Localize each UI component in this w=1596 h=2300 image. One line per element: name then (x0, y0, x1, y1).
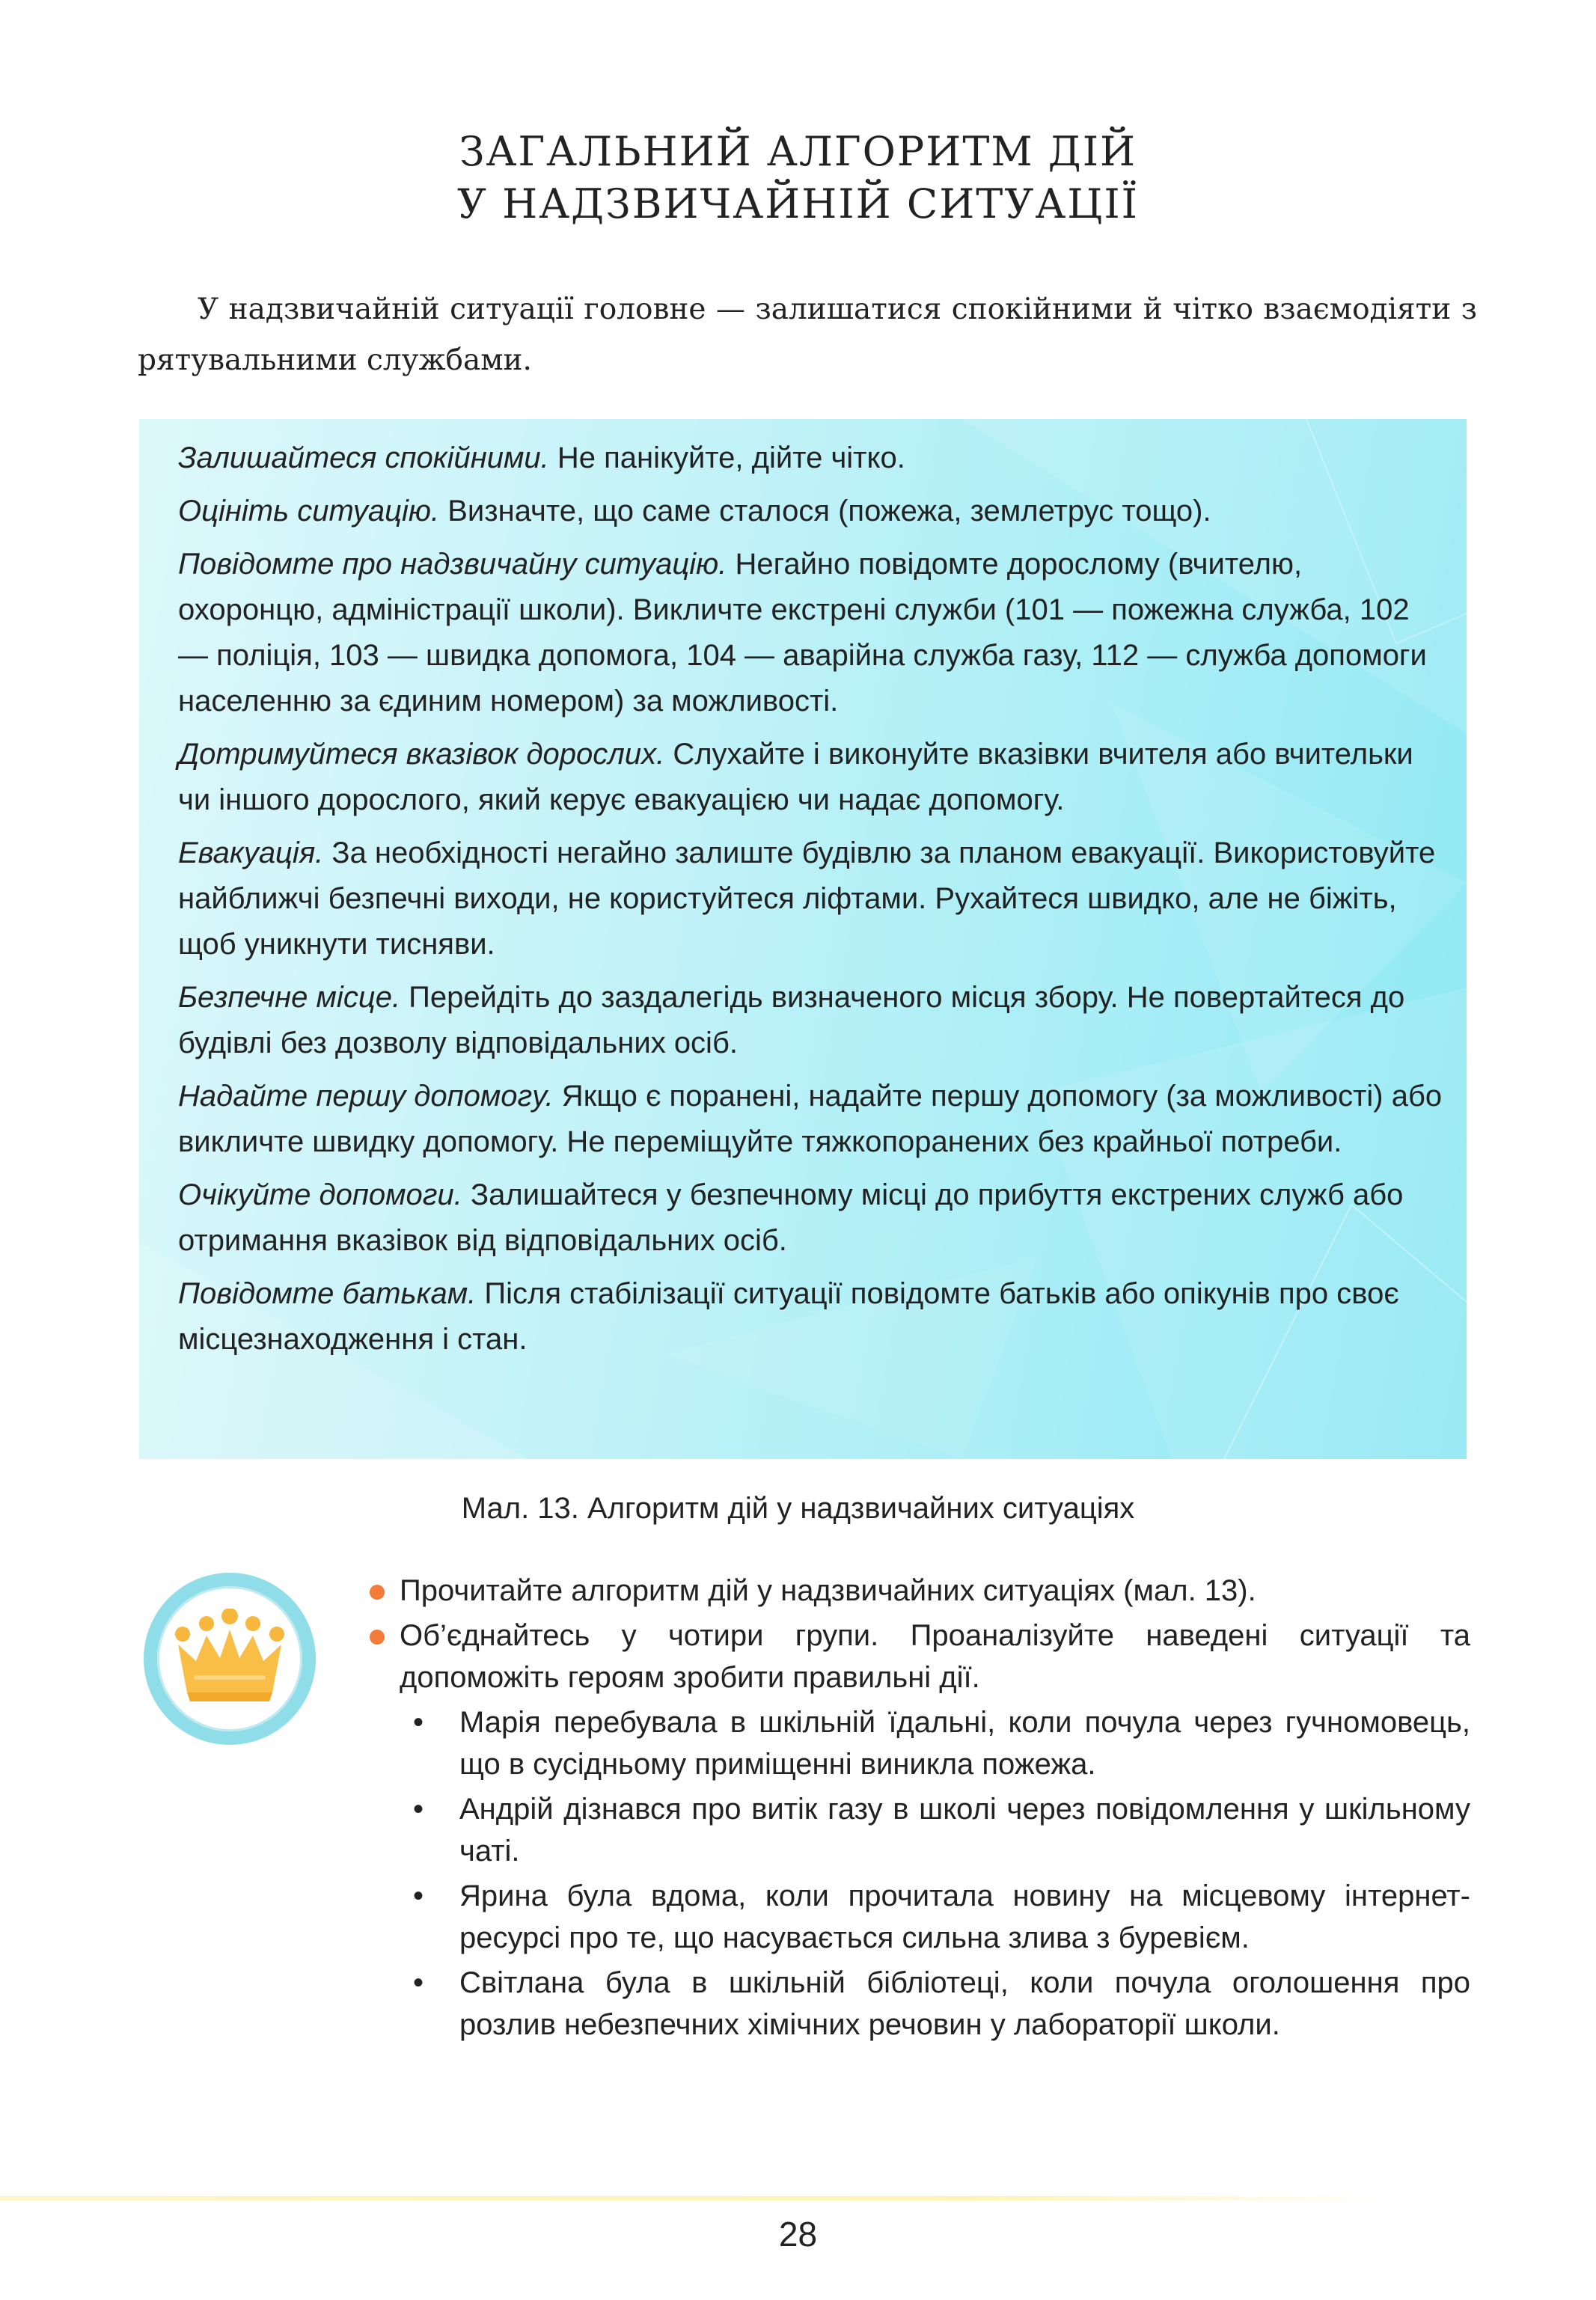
situation-list (400, 1701, 1470, 2046)
task-text: Прочитайте алгоритм дій у надзвичайних ситуаціях (мал. 13). (400, 1574, 1256, 1607)
bullet-icon: • (413, 1793, 424, 1826)
step-heading: Безпечне місце. (178, 981, 401, 1014)
task-item (367, 1615, 1470, 2046)
situation-item (400, 1962, 1470, 2046)
task-block (367, 1570, 1470, 2049)
step-heading: Оцініть ситуацію. (178, 495, 440, 527)
algorithm-step (178, 489, 1443, 534)
step-heading: Залишайтеся спокійними. (178, 441, 549, 474)
bullet-icon: • (413, 1880, 424, 1912)
algorithm-step (178, 975, 1443, 1066)
step-text: Перейдіть до заздалегідь визначеного місця збору. Не повертайтеся до будівлі без дозволу відповідальних осіб. (178, 981, 1405, 1059)
step-text: Якщо є поранені, надайте першу допомогу (за можливості) або викличте швидку допомогу. Не переміщуйте тяжкопоранених без крайньої потреби. (178, 1080, 1443, 1158)
intro-paragraph: У надзвичайній ситуації головне — залишатися спокійними й чітко взаємодіяти з рятувальними службами. (138, 293, 1477, 377)
situation-text: Андрій дізнався про витік газу в школі через повідомлення у шкільному чаті. (459, 1793, 1470, 1868)
figure-caption: Мал. 13. Алгоритм дій у надзвичайних ситуаціях (461, 1492, 1135, 1525)
step-text: За необхідності негайно залиште будівлю за планом евакуації. Використовуйте найближчі безпечні виходи, не користуйтеся ліфтами. Рухайтеся швидко, але не біжіть, щоб уникнути тисняви. (178, 836, 1436, 961)
step-text: Негайно повідомте дорослому (вчителю, охоронцю, адміністрації школи). Викличте екстрені служби (101 — пожежна служба, 102 — поліція, 103 — швидка допомога, 104 — аварійна служба газу, 112 — служба допомоги населенню за єдиним номером) за можливості. (178, 548, 1427, 718)
algorithm-step (178, 1271, 1443, 1362)
algorithm-list (178, 435, 1443, 1370)
step-heading: Повідомте про надзвичайну ситуацію. (178, 548, 727, 581)
situation-text: Марія перебувала в шкільній їдальні, коли почула через гучномовець, що в сусідньому приміщенні виникла пожежа. (459, 1706, 1470, 1781)
algorithm-step (178, 1172, 1443, 1264)
page-number: 28 (778, 2215, 818, 2254)
step-heading: Очікуйте допомоги. (178, 1178, 462, 1211)
step-heading: Евакуація. (178, 836, 324, 869)
orange-bullet-icon (370, 1630, 385, 1645)
bullet-icon: • (413, 1706, 424, 1739)
algorithm-step (178, 732, 1443, 823)
page-title (0, 126, 1596, 230)
algorithm-step (178, 831, 1443, 967)
step-text: Не панікуйте, дійте чітко. (548, 441, 905, 474)
bullet-icon: • (413, 1966, 424, 1999)
situation-item (400, 1701, 1470, 1785)
situation-text: Світлана була в шкільній бібліотеці, коли почула оголошення про розлив небезпечних хімічних речовин у лабораторії школи. (459, 1966, 1470, 2041)
step-heading: Повідомте батькам. (178, 1277, 477, 1310)
page-title-line-2: У НАДЗВИЧАЙНІЙ СИТУАЦІЇ (456, 180, 1139, 227)
group-work-badge (144, 1573, 316, 1745)
step-text: Слухайте і виконуйте вказівки вчителя або вчительки чи іншого дорослого, який керує евакуацією чи надає допомогу. (178, 738, 1413, 816)
step-text: Після стабілізації ситуації повідомте батьків або опікунів про своє місцезнаходження і стан. (178, 1277, 1399, 1356)
algorithm-step (178, 1074, 1443, 1165)
situation-item (400, 1875, 1470, 1959)
badge-inner-circle (157, 1586, 302, 1731)
step-heading: Дотримуйтеся вказівок дорослих. (178, 738, 665, 771)
algorithm-step (178, 542, 1443, 724)
task-list (367, 1570, 1470, 2046)
algorithm-step (178, 435, 1443, 481)
situation-item (400, 1788, 1470, 1872)
step-text: Визначте, що саме сталося (пожежа, землетрус тощо). (439, 495, 1211, 527)
situation-text: Ярина була вдома, коли прочитала новину на місцевому інтернет-ресурсі про те, що насувається сильна злива з буревієм. (459, 1880, 1470, 1954)
task-text: Об’єднайтесь у чотири групи. Проаналізуйте наведені ситуації та допоможіть героям зробити правильні дії. (400, 1619, 1470, 1694)
task-item (367, 1570, 1470, 1612)
page-title-line-1: ЗАГАЛЬНИЙ АЛГОРИТМ ДІЙ (459, 128, 1137, 175)
step-text: Залишайтеся у безпечному місці до прибуття екстрених служб або отримання вказівок від відповідальних осіб. (178, 1178, 1404, 1257)
crown-icon (174, 1609, 286, 1706)
orange-bullet-icon (370, 1585, 385, 1600)
algorithm-box (139, 419, 1467, 1459)
step-heading: Надайте першу допомогу. (178, 1080, 554, 1113)
footer-divider (0, 2196, 1392, 2200)
